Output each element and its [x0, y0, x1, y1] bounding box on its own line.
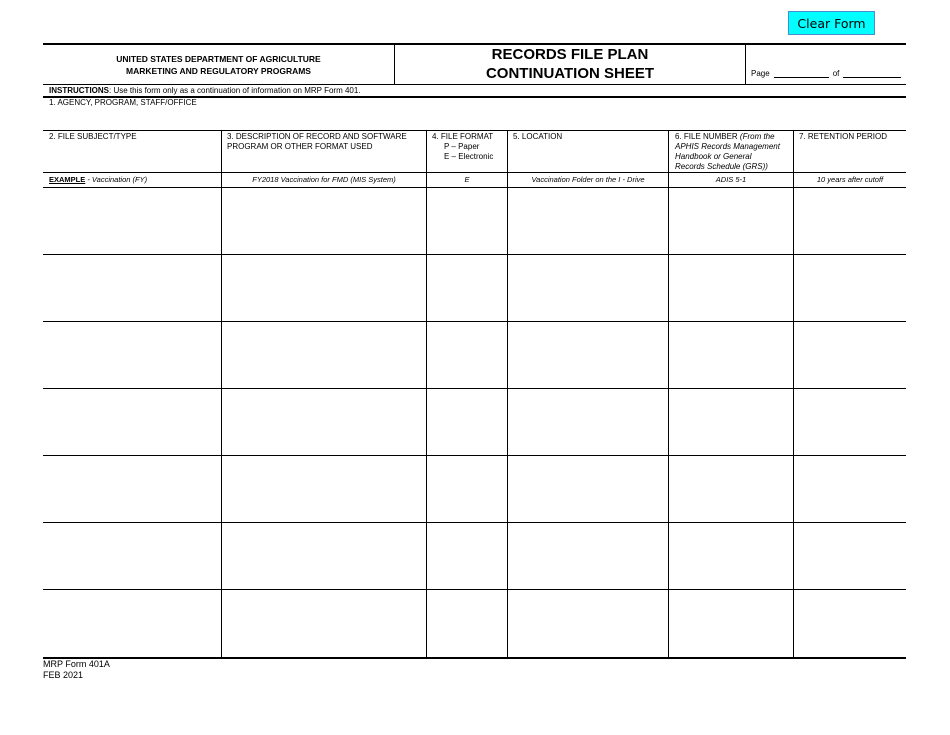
instructions-text: : Use this form only as a continuation of information on MRP Form 401.: [109, 86, 361, 95]
entry-row-7-retention-cell[interactable]: [794, 590, 905, 655]
form-number: MRP Form 401A: [43, 659, 110, 669]
entry-row-7-location-cell[interactable]: [508, 590, 667, 655]
entry-row-3-location-cell[interactable]: [508, 322, 667, 387]
entry-row-5-file-subject-cell[interactable]: [44, 456, 220, 521]
example-label: EXAMPLE: [49, 175, 86, 184]
agency-rule: [43, 130, 906, 131]
entry-row-3-description-cell[interactable]: [222, 322, 425, 387]
entry-row-2-file-format-cell[interactable]: [427, 255, 506, 320]
entry-row-1-description-cell[interactable]: [222, 188, 425, 253]
entry-row-4-retention-cell[interactable]: [794, 389, 905, 454]
page-total-field[interactable]: [843, 68, 901, 78]
page-number-row: [751, 68, 901, 78]
column-header-rule: [43, 172, 906, 173]
column-header-description: [227, 132, 407, 152]
entry-row-7-file-number-cell[interactable]: [669, 590, 792, 655]
entry-row-7-file-format-cell[interactable]: [427, 590, 506, 655]
page-label: Page: [751, 69, 770, 78]
entry-row-2-description-cell[interactable]: [222, 255, 425, 320]
entry-row-3-retention-cell[interactable]: [794, 322, 905, 387]
entry-row-2-file-subject-cell[interactable]: [44, 255, 220, 320]
column-header-file-number-note-3: Handbook or General: [675, 152, 752, 161]
column-header-description-line-2: PROGRAM OR OTHER FORMAT USED: [227, 142, 373, 151]
example-subject-text: - Vaccination (FY): [85, 175, 148, 184]
entry-row-4-file-format-cell[interactable]: [427, 389, 506, 454]
form-title-line-2: CONTINUATION SHEET: [485, 65, 655, 82]
entry-row-3-file-number-cell[interactable]: [669, 322, 792, 387]
entry-row-2-file-number-cell[interactable]: [669, 255, 792, 320]
entry-row-1-file-format-cell[interactable]: [427, 188, 506, 253]
entry-row-6-retention-cell[interactable]: [794, 523, 905, 588]
entry-row-6-location-cell[interactable]: [508, 523, 667, 588]
column-header-file-format: [432, 132, 493, 162]
entry-row-4-location-cell[interactable]: [508, 389, 667, 454]
column-header-file-number-prefix: 6. FILE NUMBER: [675, 132, 740, 141]
page-number-field[interactable]: [774, 68, 829, 78]
entry-row-7-description-cell[interactable]: [222, 590, 425, 655]
entry-row-7-file-subject-cell[interactable]: [44, 590, 220, 655]
entry-row-5-file-number-cell[interactable]: [669, 456, 792, 521]
entry-row-5-file-format-cell[interactable]: [427, 456, 506, 521]
agency-input[interactable]: [48, 108, 902, 130]
header-divider-2: [745, 45, 746, 84]
entry-row-6-file-number-cell[interactable]: [669, 523, 792, 588]
entry-row-4-file-number-cell[interactable]: [669, 389, 792, 454]
entry-row-1-retention-cell[interactable]: [794, 188, 905, 253]
entry-row-4-file-subject-cell[interactable]: [44, 389, 220, 454]
entry-row-1-location-cell[interactable]: [508, 188, 667, 253]
column-header-file-number-note-4: Records Schedule (GRS)): [675, 162, 768, 171]
column-header-retention: 7. RETENTION PERIOD: [799, 132, 888, 141]
entry-row-5-description-cell[interactable]: [222, 456, 425, 521]
form-date: FEB 2021: [43, 670, 84, 680]
entry-row-6-file-subject-cell[interactable]: [44, 523, 220, 588]
example-location: Vaccination Folder on the I - Drive: [531, 175, 645, 184]
agency-label: 1. AGENCY, PROGRAM, STAFF/OFFICE: [49, 98, 197, 107]
instructions-label: INSTRUCTIONS: [49, 86, 109, 95]
clear-form-button[interactable]: Clear Form: [788, 11, 875, 35]
entry-row-6-file-format-cell[interactable]: [427, 523, 506, 588]
example-format: E: [464, 175, 470, 184]
example-subject: [49, 175, 147, 185]
instructions: [49, 86, 361, 96]
column-header-file-format-paper: P – Paper: [444, 142, 480, 151]
form-title-line-1: RECORDS FILE PLAN: [491, 46, 649, 63]
header-bottom-rule: [43, 84, 906, 85]
entry-row-2-location-cell[interactable]: [508, 255, 667, 320]
form-footer: [43, 659, 110, 681]
entry-row-1-file-number-cell[interactable]: [669, 188, 792, 253]
column-header-description-line-1: 3. DESCRIPTION OF RECORD AND SOFTWARE: [227, 132, 407, 141]
form-title: [395, 45, 745, 83]
department-name: [43, 53, 394, 77]
column-header-file-number-note-1: (From the: [739, 132, 775, 141]
column-header-file-format-line-1: 4. FILE FORMAT: [432, 132, 494, 141]
example-file-number: ADIS 5-1: [715, 175, 747, 184]
column-header-file-number-note-2: APHIS Records Management: [675, 142, 780, 151]
entry-row-2-retention-cell[interactable]: [794, 255, 905, 320]
example-description: FY2018 Vaccination for FMD (MIS System): [252, 175, 396, 184]
entry-row-5-retention-cell[interactable]: [794, 456, 905, 521]
column-header-file-number-line-1: [675, 132, 791, 142]
entry-row-3-file-subject-cell[interactable]: [44, 322, 220, 387]
example-retention: 10 years after cutoff: [816, 175, 884, 184]
entry-row-4-description-cell[interactable]: [222, 389, 425, 454]
column-header-file-subject: 2. FILE SUBJECT/TYPE: [49, 132, 137, 141]
entry-row-3-file-format-cell[interactable]: [427, 322, 506, 387]
column-header-file-format-electronic: E – Electronic: [444, 152, 494, 161]
column-header-location: 5. LOCATION: [513, 132, 563, 141]
entry-row-1-file-subject-cell[interactable]: [44, 188, 220, 253]
table-bottom-rule: [43, 657, 906, 659]
department-line-2: MARKETING AND REGULATORY PROGRAMS: [126, 66, 311, 76]
column-header-file-number: [675, 132, 791, 172]
entry-row-5-location-cell[interactable]: [508, 456, 667, 521]
entry-row-6-description-cell[interactable]: [222, 523, 425, 588]
department-line-1: UNITED STATES DEPARTMENT OF AGRICULTURE: [116, 54, 321, 64]
of-label: of: [832, 69, 840, 78]
